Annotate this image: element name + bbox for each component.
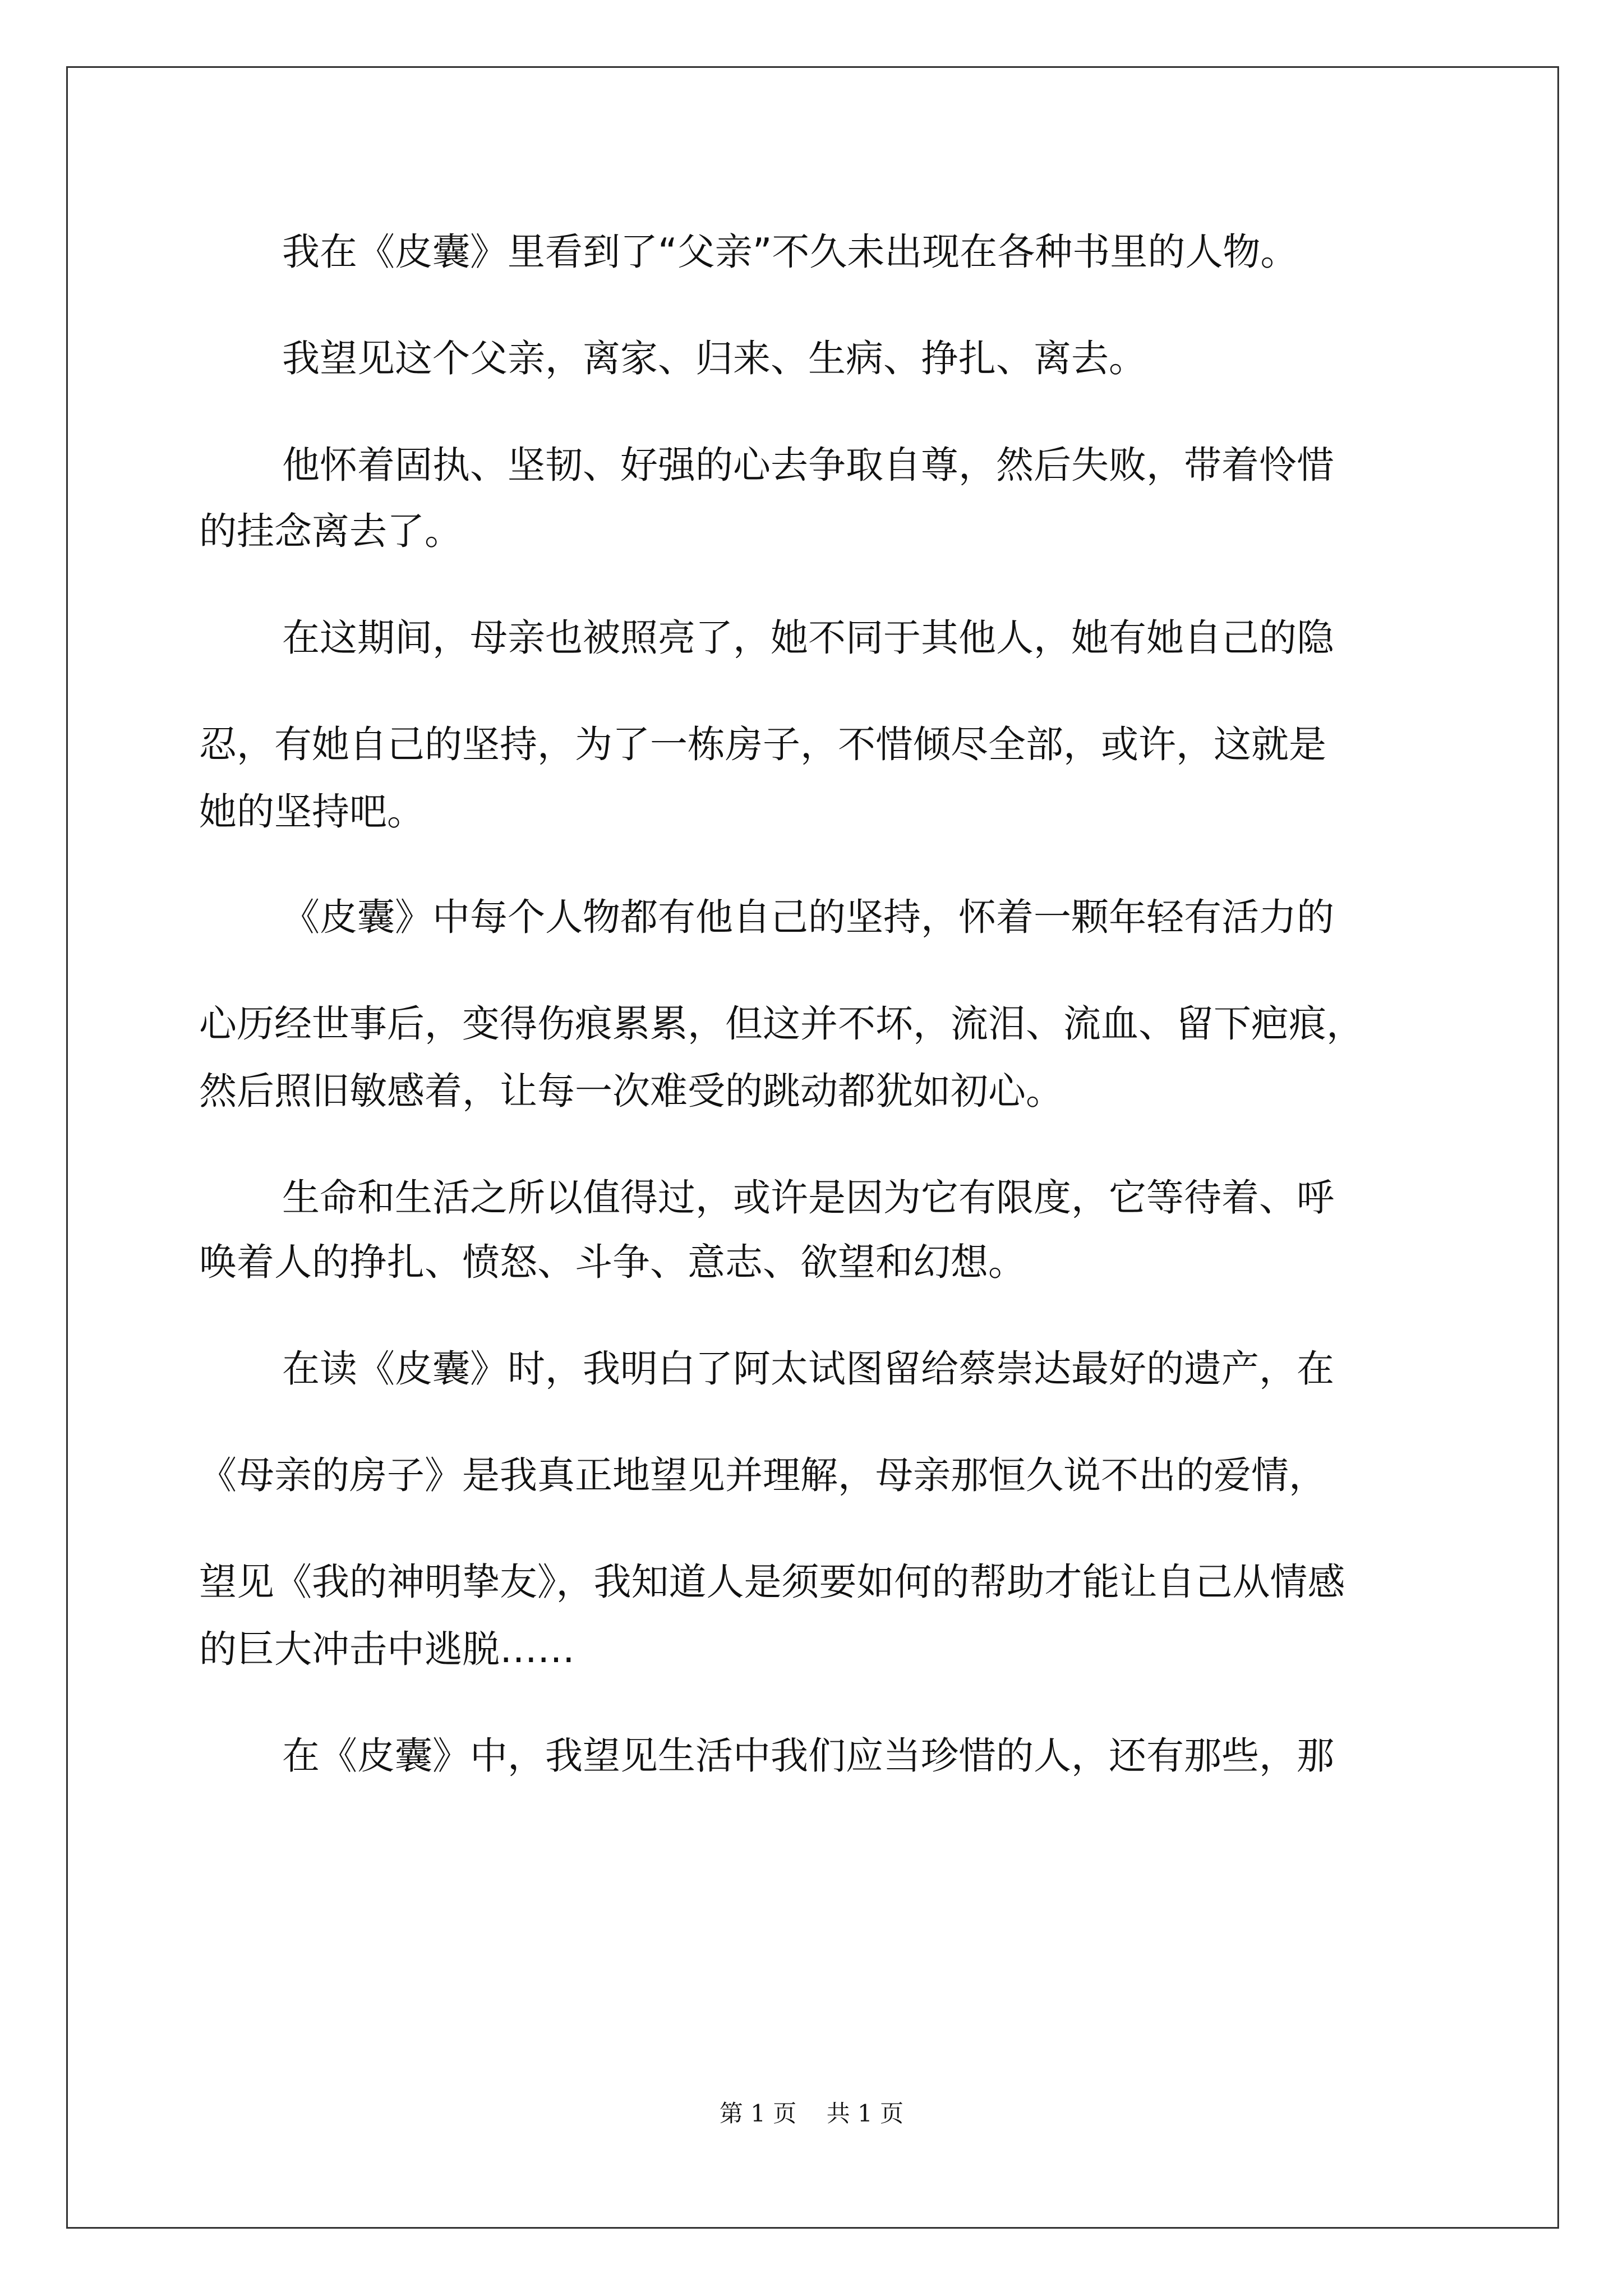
text-line: 唤着人的挣扎、愤怒、斗争、意志、欲望和幻想。 (199, 1240, 1026, 1284)
text-line: 他怀着固执、坚韧、好强的心去争取自尊，然后失败，带着怜惜 (282, 443, 1334, 487)
text-line: 忍，有她自己的坚持，为了一栋房子，不惜倾尽全部，或许，这就是 (199, 723, 1326, 766)
text-line: 我在《皮囊》里看到了“父亲”不久未出现在各种书里的人物。 (282, 230, 1298, 274)
text-line: 我望见这个父亲，离家、归来、生病、挣扎、离去。 (282, 337, 1146, 380)
text-line: 的巨大冲击中逃脱…… (199, 1627, 575, 1671)
page-number: 第 1 页 共 1 页 (719, 2100, 904, 2127)
text-line: 在读《皮囊》时，我明白了阿太试图留给蔡崇达最好的遗产，在 (282, 1347, 1334, 1391)
text-line: 在这期间，母亲也被照亮了，她不同于其他人，她有她自己的隐 (282, 616, 1334, 660)
text-line: 《皮囊》中每个人物都有他自己的坚持，怀着一颗年轻有活力的 (282, 895, 1334, 939)
text-line: 《母亲的房子》是我真正地望见并理解，母亲那恒久说不出的爱情， (199, 1453, 1326, 1497)
text-line: 望见《我的神明挚友》，我知道人是须要如何的帮助才能让自己从情感 (199, 1560, 1345, 1604)
text-line: 她的坚持吧。 (199, 790, 425, 834)
text-line: 的挂念离去了。 (199, 509, 462, 553)
page-border (66, 66, 1559, 2229)
text-line: 生命和生活之所以值得过，或许是因为它有限度，它等待着、呼 (282, 1176, 1334, 1220)
text-line: 在《皮囊》中，我望见生活中我们应当珍惜的人，还有那些，那 (282, 1734, 1334, 1778)
text-line: 心历经世事后，变得伤痕累累，但这并不坏，流泪、流血、留下疤痕， (199, 1002, 1364, 1046)
text-line: 然后照旧敏感着，让每一次难受的跳动都犹如初心。 (199, 1069, 1063, 1113)
